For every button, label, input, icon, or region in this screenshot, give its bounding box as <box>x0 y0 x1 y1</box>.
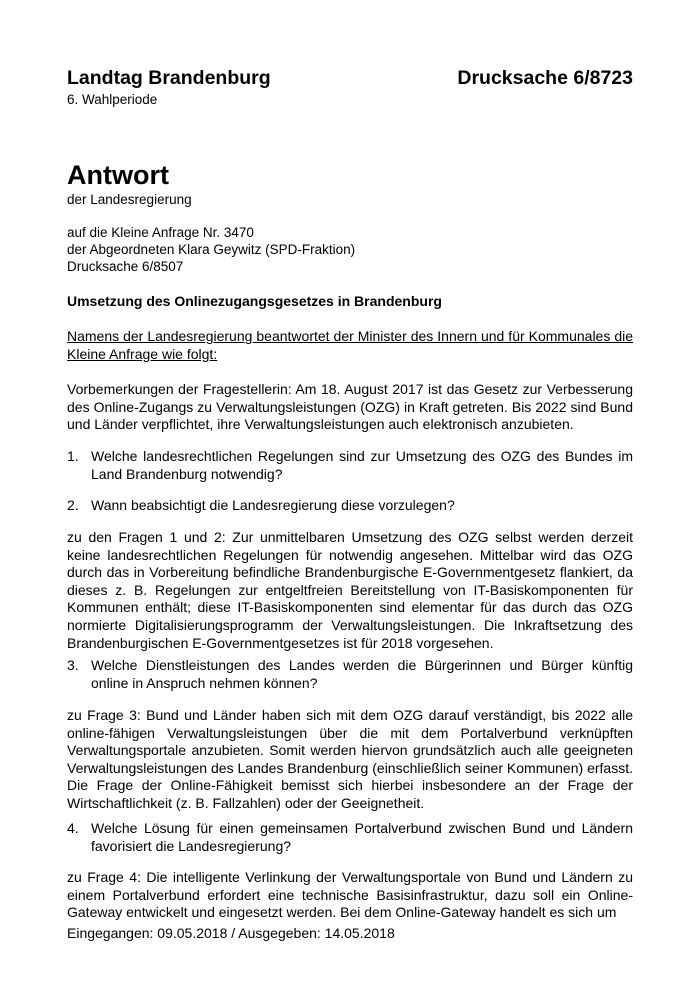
question-number: 4. <box>67 820 79 836</box>
question-number: 3. <box>67 657 79 673</box>
answer-4: zu Frage 4: Die intelligente Verlinkung der Verwaltungsportale von Bund und Ländern zu einem Portalverbund erfordert eine technische Basisinfrastruktur, dazu soll ein Online-Gateway entwickelt und eingesetzt werden. Bei dem Online-Gateway handelt es sich um <box>67 869 633 921</box>
document-origin: der Landesregierung <box>67 192 192 207</box>
question-number: 1. <box>67 448 79 464</box>
answer-3: zu Frage 3: Bund und Länder haben sich mit dem OZG darauf verständigt, bis 2022 alle online-fähigen Verwaltungsleistungen über die mit dem Portalverbund verknüpften Verwaltungsportale anzubieten. Somit werden hiervon grundsätzlich auch alle geeigneten Verwaltungsleistungen des Landes Brandenburg (einschließlich seiner Kommunen) erfasst. Die Frage der Online-Fähigkeit bemisst sich hierbei insbesondere an der Frage der Wirtschaftlichkeit (z. B. Fallzahlen) oder der Geeignetheit. <box>67 707 633 811</box>
question-number: 2. <box>67 497 79 513</box>
question-2 <box>67 497 633 515</box>
question-4 <box>67 820 633 855</box>
question-text: Welche Dienstleistungen des Landes werden die Bürgerinnen und Bürger künftig online in Anspruch nehmen können? <box>91 657 633 691</box>
anfrage-line-1: auf die Kleine Anfrage Nr. 3470 <box>67 225 254 240</box>
answer-1-2: zu den Fragen 1 und 2: Zur unmittelbaren Umsetzung des OZG selbst werden derzeit keine landesrechtlichen Regelungen für notwendig angesehen. Mittelbar wird das OZG durch das in Vorbereitung befindliche Brandenburgische E-Governmentgesetz flankiert, da dieses z. B. Regelungen zur entgeltfreien Bereitstellung von IT-Basiskomponenten für Kommunen enthält; diese IT-Basiskomponenten sind elementar für das durch das OZG normierte Digitalisierungsprogramm der Verwaltungsleistungen. Die Inkraftsetzung des Brandenburgischen E-Governmentgesetzes ist für 2018 vorgesehen. <box>67 529 633 651</box>
anfrage-line-2: der Abgeordneten Klara Geywitz (SPD-Fraktion) <box>67 242 356 257</box>
document-title: Antwort <box>67 160 169 190</box>
subject-heading: Umsetzung des Onlinezugangsgesetzes in Brandenburg <box>67 293 442 309</box>
anfrage-line-3: Drucksache 6/8507 <box>67 259 184 274</box>
institution-name: Landtag Brandenburg <box>67 67 271 89</box>
question-1 <box>67 448 633 483</box>
question-text: Welche Lösung für einen gemeinsamen Portalverbund zwischen Bund und Ländern favorisiert die Landesregierung? <box>91 820 633 854</box>
intro-paragraph: Namens der Landesregierung beantwortet der Minister des Innern und für Kommunales die Kleine Anfrage wie folgt: <box>67 328 633 362</box>
question-3 <box>67 657 633 692</box>
drucksache-number: Drucksache 6/8723 <box>457 67 633 89</box>
vorbemerkung-paragraph: Vorbemerkungen der Fragestellerin: Am 18. August 2017 ist das Gesetz zur Verbesserung des Online-Zugangs zu Verwaltungsleistungen (OZG) in Kraft getreten. Bis 2022 sind Bund und Länder verpflichtet, ihre Verwaltungsleistungen auch elektronisch anzubieten. <box>67 381 633 433</box>
wahlperiode: 6. Wahlperiode <box>67 92 158 107</box>
question-text: Wann beabsichtigt die Landesregierung diese vorzulegen? <box>91 497 455 513</box>
document-footer: Eingegangen: 09.05.2018 / Ausgegeben: 14.05.2018 <box>67 925 395 941</box>
question-text: Welche landesrechtlichen Regelungen sind zur Umsetzung des OZG des Bundes im Land Brandenburg notwendig? <box>91 448 633 482</box>
